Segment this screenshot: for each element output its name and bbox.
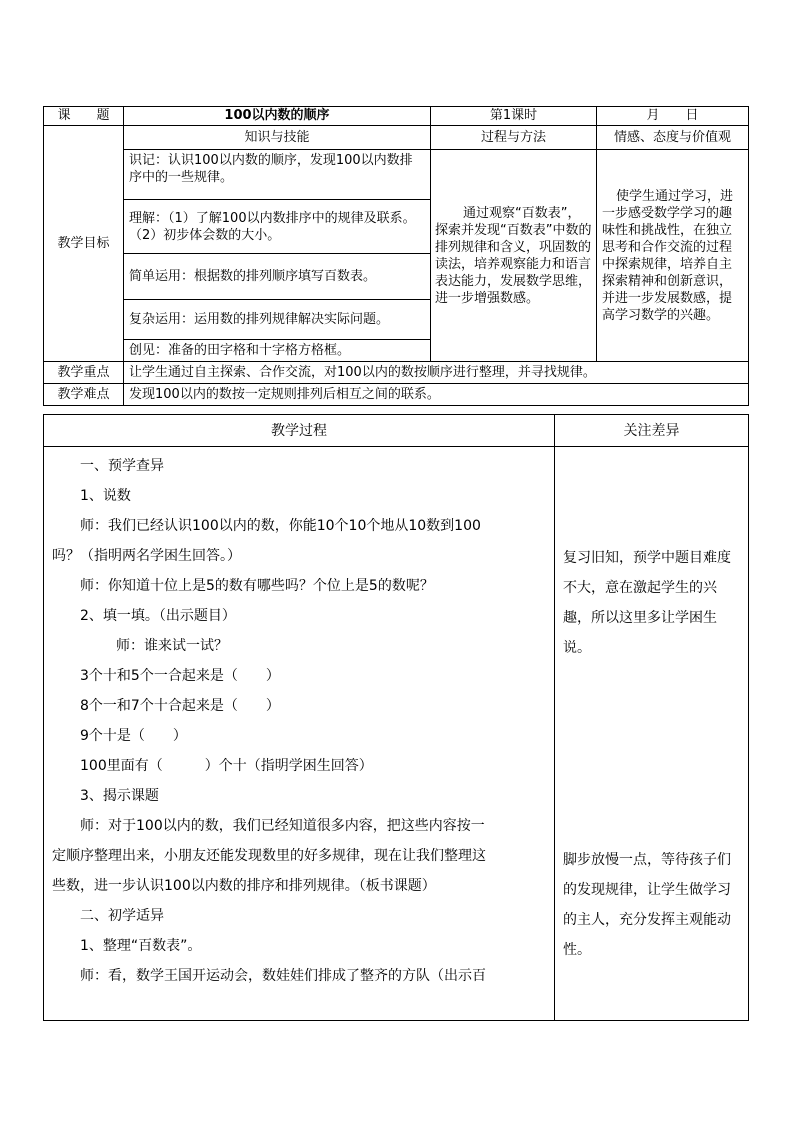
lesson-plan-top-table bbox=[43, 106, 749, 406]
lesson-date: 月 日 bbox=[597, 107, 749, 126]
key-point-text: 让学生通过自主探索、合作交流，对100以内的数按顺序进行整理，并寻找规律。 bbox=[124, 362, 749, 384]
exercise-line: 100里面有（ ）个十（指明学困生回答） bbox=[80, 758, 373, 774]
note-pace: 脚步放慢一点，等待孩子们的发现规律，让学生做学习的主人，充分发挥主观能动性。 bbox=[563, 852, 731, 958]
exercise-line: 3个十和5个一合起来是（ ） bbox=[80, 668, 280, 684]
teacher-line-cont: 定顺序整理出来，小朋友还能发现数里的好多规律，现在让我们整理这 bbox=[52, 848, 486, 864]
teacher-line: 师：我们已经认识100以内的数，你能10个10个地从10数到100 bbox=[80, 518, 481, 534]
objectives-label: 教学目标 bbox=[44, 126, 124, 362]
objectives-col-values: 情感、态度与价值观 bbox=[597, 126, 749, 150]
teacher-line-cont: 吗？（指明两名学困生回答。） bbox=[52, 548, 241, 564]
process-content bbox=[44, 447, 555, 1021]
knowledge-complex-use: 复杂运用：运用数的排列规律解决实际问题。 bbox=[124, 300, 431, 340]
key-point-label: 教学重点 bbox=[44, 362, 124, 384]
step-heading: 2、填一填。（出示题目） bbox=[80, 608, 236, 624]
teacher-line: 师：谁来试一试？ bbox=[116, 638, 228, 654]
lesson-label: 课 题 bbox=[44, 107, 124, 126]
teaching-process-table bbox=[43, 414, 749, 1021]
section-heading: 一、预学查异 bbox=[80, 458, 164, 474]
lesson-period: 第1课时 bbox=[431, 107, 597, 126]
teacher-line: 师：你知道十位上是5的数有哪些吗？个位上是5的数呢？ bbox=[80, 578, 434, 594]
difficulty-label: 教学难点 bbox=[44, 384, 124, 406]
difficulty-text: 发现100以内的数按一定规则排列后相互之间的联系。 bbox=[124, 384, 749, 406]
note-review: 复习旧知，预学中题目难度不大，意在激起学生的兴趣，所以这里多让学困生说。 bbox=[563, 550, 731, 656]
notes-header: 关注差异 bbox=[555, 415, 749, 447]
exercise-line: 8个一和7个十合起来是（ ） bbox=[80, 698, 280, 714]
process-header: 教学过程 bbox=[44, 415, 555, 447]
values-text: 使学生通过学习，进一步感受数学学习的趣味性和挑战性，在独立思考和合作交流的过程中探索规律，培养自主探索精神和创新意识，并进一步发展数感，提高学习数学的兴趣。 bbox=[597, 150, 749, 362]
knowledge-simple-use: 简单运用：根据数的排列顺序填写百数表。 bbox=[124, 254, 431, 300]
lesson-title: 100以内数的顺序 bbox=[124, 107, 431, 126]
process-method-text: 通过观察“百数表”，探索并发现“百数表”中数的排列规律和含义，巩固数的读法，培养观察能力和语言表达能力，发展数学思维，进一步增强数感。 bbox=[431, 150, 597, 362]
objectives-col-process: 过程与方法 bbox=[431, 126, 597, 150]
step-heading: 3、揭示课题 bbox=[80, 788, 159, 804]
teacher-line: 师：对于100以内的数，我们已经知道很多内容，把这些内容按一 bbox=[80, 818, 485, 834]
teacher-line-cont: 些数，进一步认识100以内数的排序和排列规律。（板书课题） bbox=[52, 878, 436, 894]
knowledge-memorize: 识记：认识100以内数的顺序，发现100以内数排序中的一些规律。 bbox=[124, 150, 431, 200]
teacher-line: 师：看，数学王国开运动会，数娃娃们排成了整齐的方队（出示百 bbox=[80, 968, 486, 984]
notes-content bbox=[555, 447, 749, 1021]
section-heading: 二、初学适异 bbox=[80, 908, 164, 924]
step-heading: 1、说数 bbox=[80, 488, 131, 504]
knowledge-understand: 理解：（1）了解100以内数排序中的规律及联系。（2）初步体会数的大小。 bbox=[124, 200, 431, 254]
objectives-col-knowledge: 知识与技能 bbox=[124, 126, 431, 150]
exercise-line: 9个十是（ ） bbox=[80, 728, 187, 744]
knowledge-creative: 创见：准备的田字格和十字格方格框。 bbox=[124, 340, 431, 362]
step-heading: 1、整理“百数表”。 bbox=[80, 938, 202, 954]
